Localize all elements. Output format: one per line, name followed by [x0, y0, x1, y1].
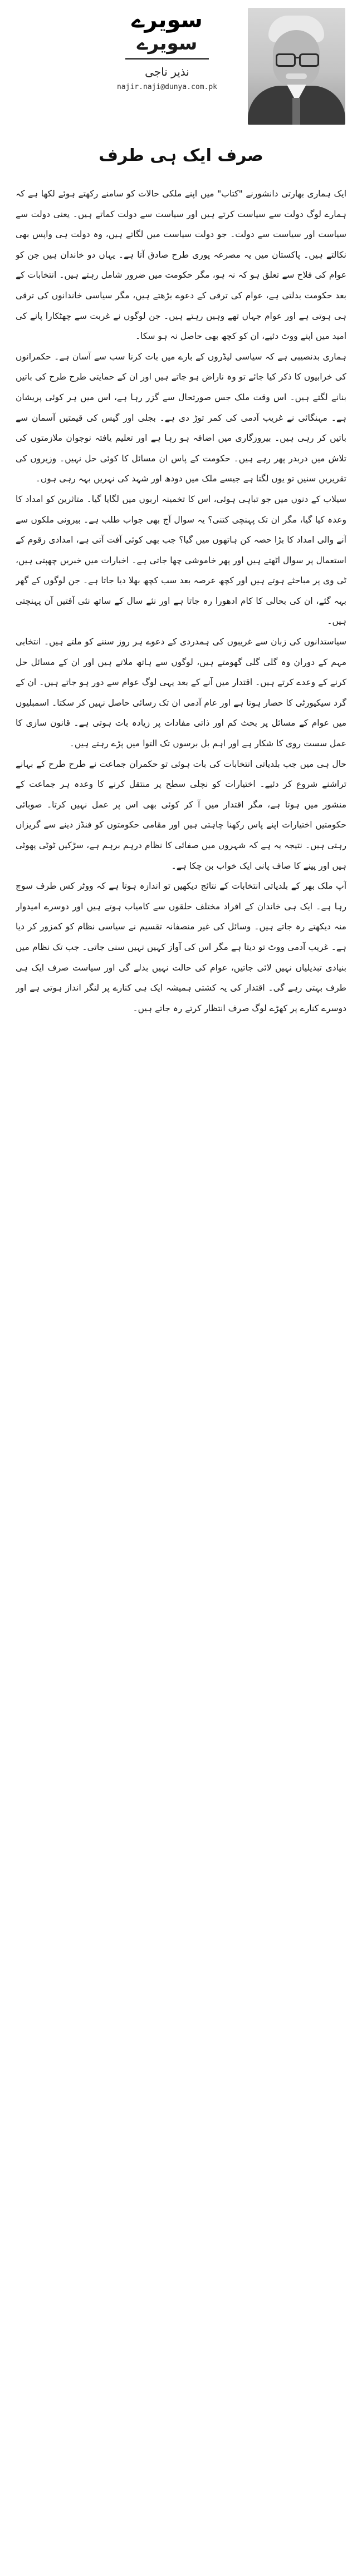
- article-paragraph: سیاستدانوں کی زبان سے غریبوں کی ہمدردی کے دعوے ہر روز سننے کو ملتے ہیں۔ انتخابی مہم کے دوران وہ گلی گلی گھومتے ہیں، لوگوں سے ہاتھ ملاتے ہیں اور ان کے مسائل حل کرنے کے وعدے کرتے ہیں۔ اقتدار میں آنے کے بعد یہی لوگ عوام سے دور ہو جاتے ہیں۔ ان کے گرد سیکیورٹی کا حصار ہوتا ہے اور عام آدمی ان تک رسائی حاصل نہیں کر سکتا۔ اسمبلیوں میں عوام کے مسائل پر بحث کم اور ذاتی مفادات پر زیادہ بات ہوتی ہے۔ قانون سازی کا عمل سست روی کا شکار ہے اور اہم بل برسوں تک التوا میں پڑے رہتے ہیں۔: [16, 637, 346, 749]
- article-paragraph: حال ہی میں جب بلدیاتی انتخابات کی بات ہوئی تو حکمران جماعت نے طرح طرح کے بہانے تراشنے شروع کر دئیے۔ اختیارات کو نچلی سطح پر منتقل کرنے کا وعدہ ہر جماعت کے منشور میں ہوتا ہے، مگر اقتدار میں آ کر کوئی بھی اس پر عمل نہیں کرتا۔ صوبائی حکومتیں اختیارات اپنے پاس رکھنا چاہتی ہیں اور مقامی حکومتوں کو فنڈز دینے سے گریزاں رہتی ہیں۔ نتیجہ یہ ہے کہ شہروں میں صفائی کا نظام درہم برہم ہے، سڑکیں ٹوٹی پھوٹی ہیں اور پینے کا صاف پانی ایک خواب بن چکا ہے۔: [16, 758, 346, 871]
- article-body: [16, 184, 346, 2565]
- brand-subtitle: سویرے: [136, 32, 198, 55]
- article-paragraph: ایک ہماری بھارتی دانشورنے "کتاب" میں اپنے ملکی حالات کو سامنے رکھتے ہوئے لکھا ہے کہ ہمارے لوگ دولت سے سیاست کرتے ہیں اور سیاست سے دولت کماتے ہیں۔ یعنی دولت سے سیاست اور سیاست سے دولت۔ جو دولت سیاست میں لگاتے ہیں، وہ دولت ہی واپس بھی نکالتے ہیں۔ پاکستان میں یہ مصرعہ پوری طرح صادق آتا ہے۔ یہاں دو خاندان ہیں جن کو عوام کی فلاح سے تعلق ہو کہ نہ ہو، مگر حکومت میں ضرور شامل رہتے ہیں۔ انتخابات کے بعد حکومت بدلتی ہے، عوام کی ترقی کے دعوے بڑھتے ہیں، مگر سیاسی خاندانوں کی ترقی ہی ہوتی ہے اور عوام جہاں تھے وہیں رہتے ہیں۔ جن لوگوں نے غربت سے چھٹکارا پانے کی امید میں اپنے ووٹ دئیے، ان کو کچھ بھی حاصل نہ ہو سکا۔: [16, 189, 346, 342]
- author-email[interactable]: najir.naji@dunya.com.pk: [116, 83, 217, 91]
- brand-divider: [125, 58, 209, 60]
- brand-title: سویرے: [131, 7, 203, 33]
- masthead: [0, 0, 362, 136]
- author-portrait: [248, 8, 345, 125]
- article-paragraph: آپ ملک بھر کے بلدیاتی انتخابات کے نتائج دیکھیں تو اندازہ ہوتا ہے کہ ووٹر کس طرف سوچ رہا ہے۔ ایک ہی خاندان کے افراد مختلف حلقوں سے کامیاب ہوتے ہیں اور دوسرے امیدوار منہ دیکھتے رہ جاتے ہیں۔ وسائل کی غیر منصفانہ تقسیم نے سیاسی نظام کو کمزور کر دیا ہے۔ غریب آدمی ووٹ تو دیتا ہے مگر اس کی آواز کہیں نہیں سنی جاتی۔ جب تک نظام میں بنیادی تبدیلیاں نہیں لائی جاتیں، عوام کی حالت نہیں بدلے گی اور سیاست صرف ایک ہی طرف بہتی رہے گی۔ اقتدار کی یہ کشتی ہمیشہ ایک ہی کنارے پر لنگر انداز ہوتی ہے اور دوسرے کنارے پر کھڑے لوگ صرف انتظار کرتے رہ جاتے ہیں۔: [16, 881, 346, 1013]
- article-headline: صرف ایک ہی طرف: [99, 146, 263, 165]
- article-paragraph: سیلاب کے دنوں میں جو تباہی ہوئی، اس کا تخمینہ اربوں میں لگایا گیا۔ متاثرین کو امداد کا وعدہ کیا گیا، مگر ان تک پہنچی کتنی؟ یہ سوال آج بھی جواب طلب ہے۔ بیرونی ملکوں سے آنے والی امداد کا بڑا حصہ کن ہاتھوں میں گیا؟ جب بھی کوئی آفت آتی ہے، امدادی رقوم کے استعمال پر سوال اٹھتے ہیں اور پھر خاموشی چھا جاتی ہے۔ اخبارات میں خبریں چھپتی ہیں، ٹی وی پر مباحثے ہوتے ہیں اور کچھ عرصہ بعد سب کچھ بھلا دیا جاتا ہے۔ جن لوگوں کے گھر بہہ گئے، ان کی بحالی کا کام ادھورا رہ جاتا ہے اور نئے سال کے ساتھ نئی آفتیں آن پہنچتی ہیں۔: [16, 494, 346, 627]
- author-name: نذیر ناجی: [145, 65, 189, 78]
- article-paragraph: ہماری بدنصیبی ہے کہ سیاسی لیڈروں کے بارے میں بات کرنا سب سے آسان ہے۔ حکمرانوں کی خرابیوں کا ذکر کیا جائے تو وہ ناراض ہو جاتے ہیں اور ان کے حمایتی طرح طرح کی باتیں بنانے لگتے ہیں۔ اس وقت ملک جس صورتحال سے گزر رہا ہے، اس میں ہر کوئی پریشان ہے۔ مہنگائی نے غریب آدمی کی کمر توڑ دی ہے۔ بجلی اور گیس کی قیمتیں آسمان سے باتیں کر رہی ہیں۔ بیروزگاری میں اضافہ ہو رہا ہے اور تعلیم یافتہ نوجوان ملازمتوں کی تلاش میں دربدر پھر رہے ہیں۔ حکومت کے پاس ان مسائل کا کوئی حل نہیں۔ وزیروں کی تقریریں سنیں تو یوں لگتا ہے جیسے ملک میں دودھ اور شہد کی نہریں بہہ رہی ہوں۔: [16, 351, 346, 484]
- column-brand: [111, 8, 223, 91]
